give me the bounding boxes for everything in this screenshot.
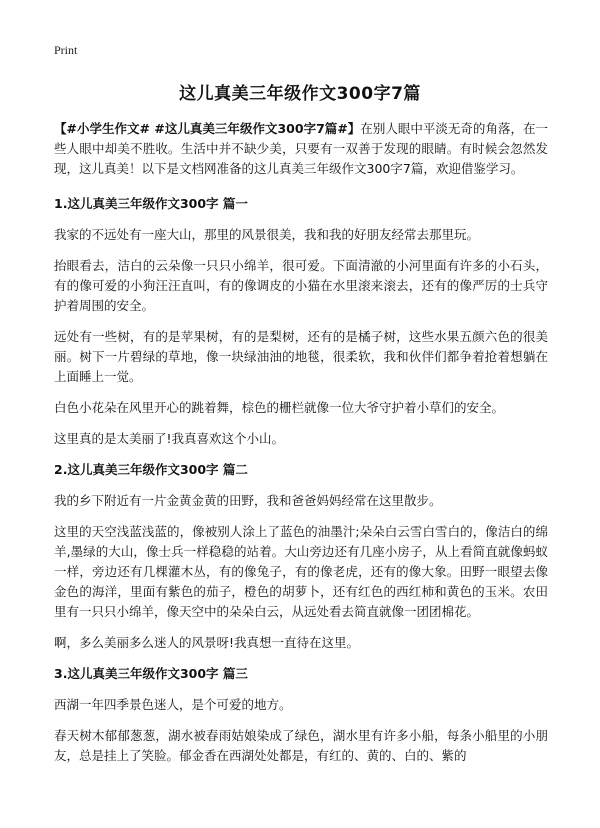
section-heading: 3.这儿真美三年级作文300字 篇三 [54,666,248,681]
document-title: 这儿真美三年级作文300字7篇 [179,84,421,104]
section-paragraph: 这里的天空浅蓝浅蓝的，像被别人涂上了蓝色的油墨汁;朵朵白云雪白雪白的，像洁白的绵羊,墨绿的大山，像士兵一样稳稳的站着。大山旁边还有几座小房子，从上看简直就像蚂蚁一样，旁边还有几棵灌木丛，有的像兔子，有的像老虎，还有的像大象。田野一眼望去像金色的海洋，里面有紫色的茄子，橙色的胡萝卜，还有红色的西红柿和黄色的玉米。农田里有一只只小绵羊，像天空中的朵朵白云，从远处看去简直就像一团团棉花。 [54,524,548,619]
section-paragraph: 春天树木郁郁葱葱，湖水被春雨姑娘染成了绿色，湖水里有许多小船，每条小船里的小朋友，总是挂上了笑脸。郁金香在西湖处处都是，有红的、黄的、白的、紫的 [54,728,548,763]
section-paragraph: 啊，多么美丽多么迷人的风景呀!我真想一直待在这里。 [54,635,360,650]
section-paragraph: 抬眼看去，洁白的云朵像一只只小绵羊，很可爱。下面清澈的小河里面有许多的小石头，有的像可爱的小狗汪汪直叫，有的像调皮的小猫在水里滚来滚去，还有的像严厉的士兵守护着周围的安全。 [54,258,548,313]
section-paragraph: 我的乡下附近有一片金黄金黄的田野，我和爸爸妈妈经常在这里散步。 [54,493,442,508]
section-paragraph: 白色小花朵在风里开心的跳着舞，棕色的栅栏就像一位大爷守护着小草们的安全。 [54,400,505,415]
section-heading: 1.这儿真美三年级作文300字 篇一 [54,196,248,211]
print-label[interactable]: Print [54,43,78,57]
document-body [54,119,548,777]
intro-paragraph [54,119,548,179]
section-paragraph: 西湖一年四季景色迷人，是个可爱的地方。 [54,697,292,712]
section-paragraph: 远处有一些树，有的是苹果树，有的是梨树，还有的是橘子树，这些水果五颜六色的很美丽。树下一片碧绿的草地，像一块绿油油的地毯，很柔软，我和伙伴们都争着抢着想躺在上面睡上一觉。 [54,329,548,384]
intro-text: 在别人眼中平淡无奇的角落，在一些人眼中却美不胜收。生活中并不缺少美，只要有一双善于发现的眼睛。有时候会忽然发现，这儿真美！以下是文档网准备的这儿真美三年级作文300字7篇，欢迎借鉴学习。 [54,121,548,176]
intro-tag: 【#小学生作文# #这儿真美三年级作文300字7篇#】 [54,121,361,136]
section-paragraph: 我家的不远处有一座大山，那里的风景很美，我和我的好朋友经常去那里玩。 [54,227,480,242]
section-paragraph: 这里真的是太美丽了!我真喜欢这个小山。 [54,431,285,446]
section-heading: 2.这儿真美三年级作文300字 篇二 [54,462,248,477]
